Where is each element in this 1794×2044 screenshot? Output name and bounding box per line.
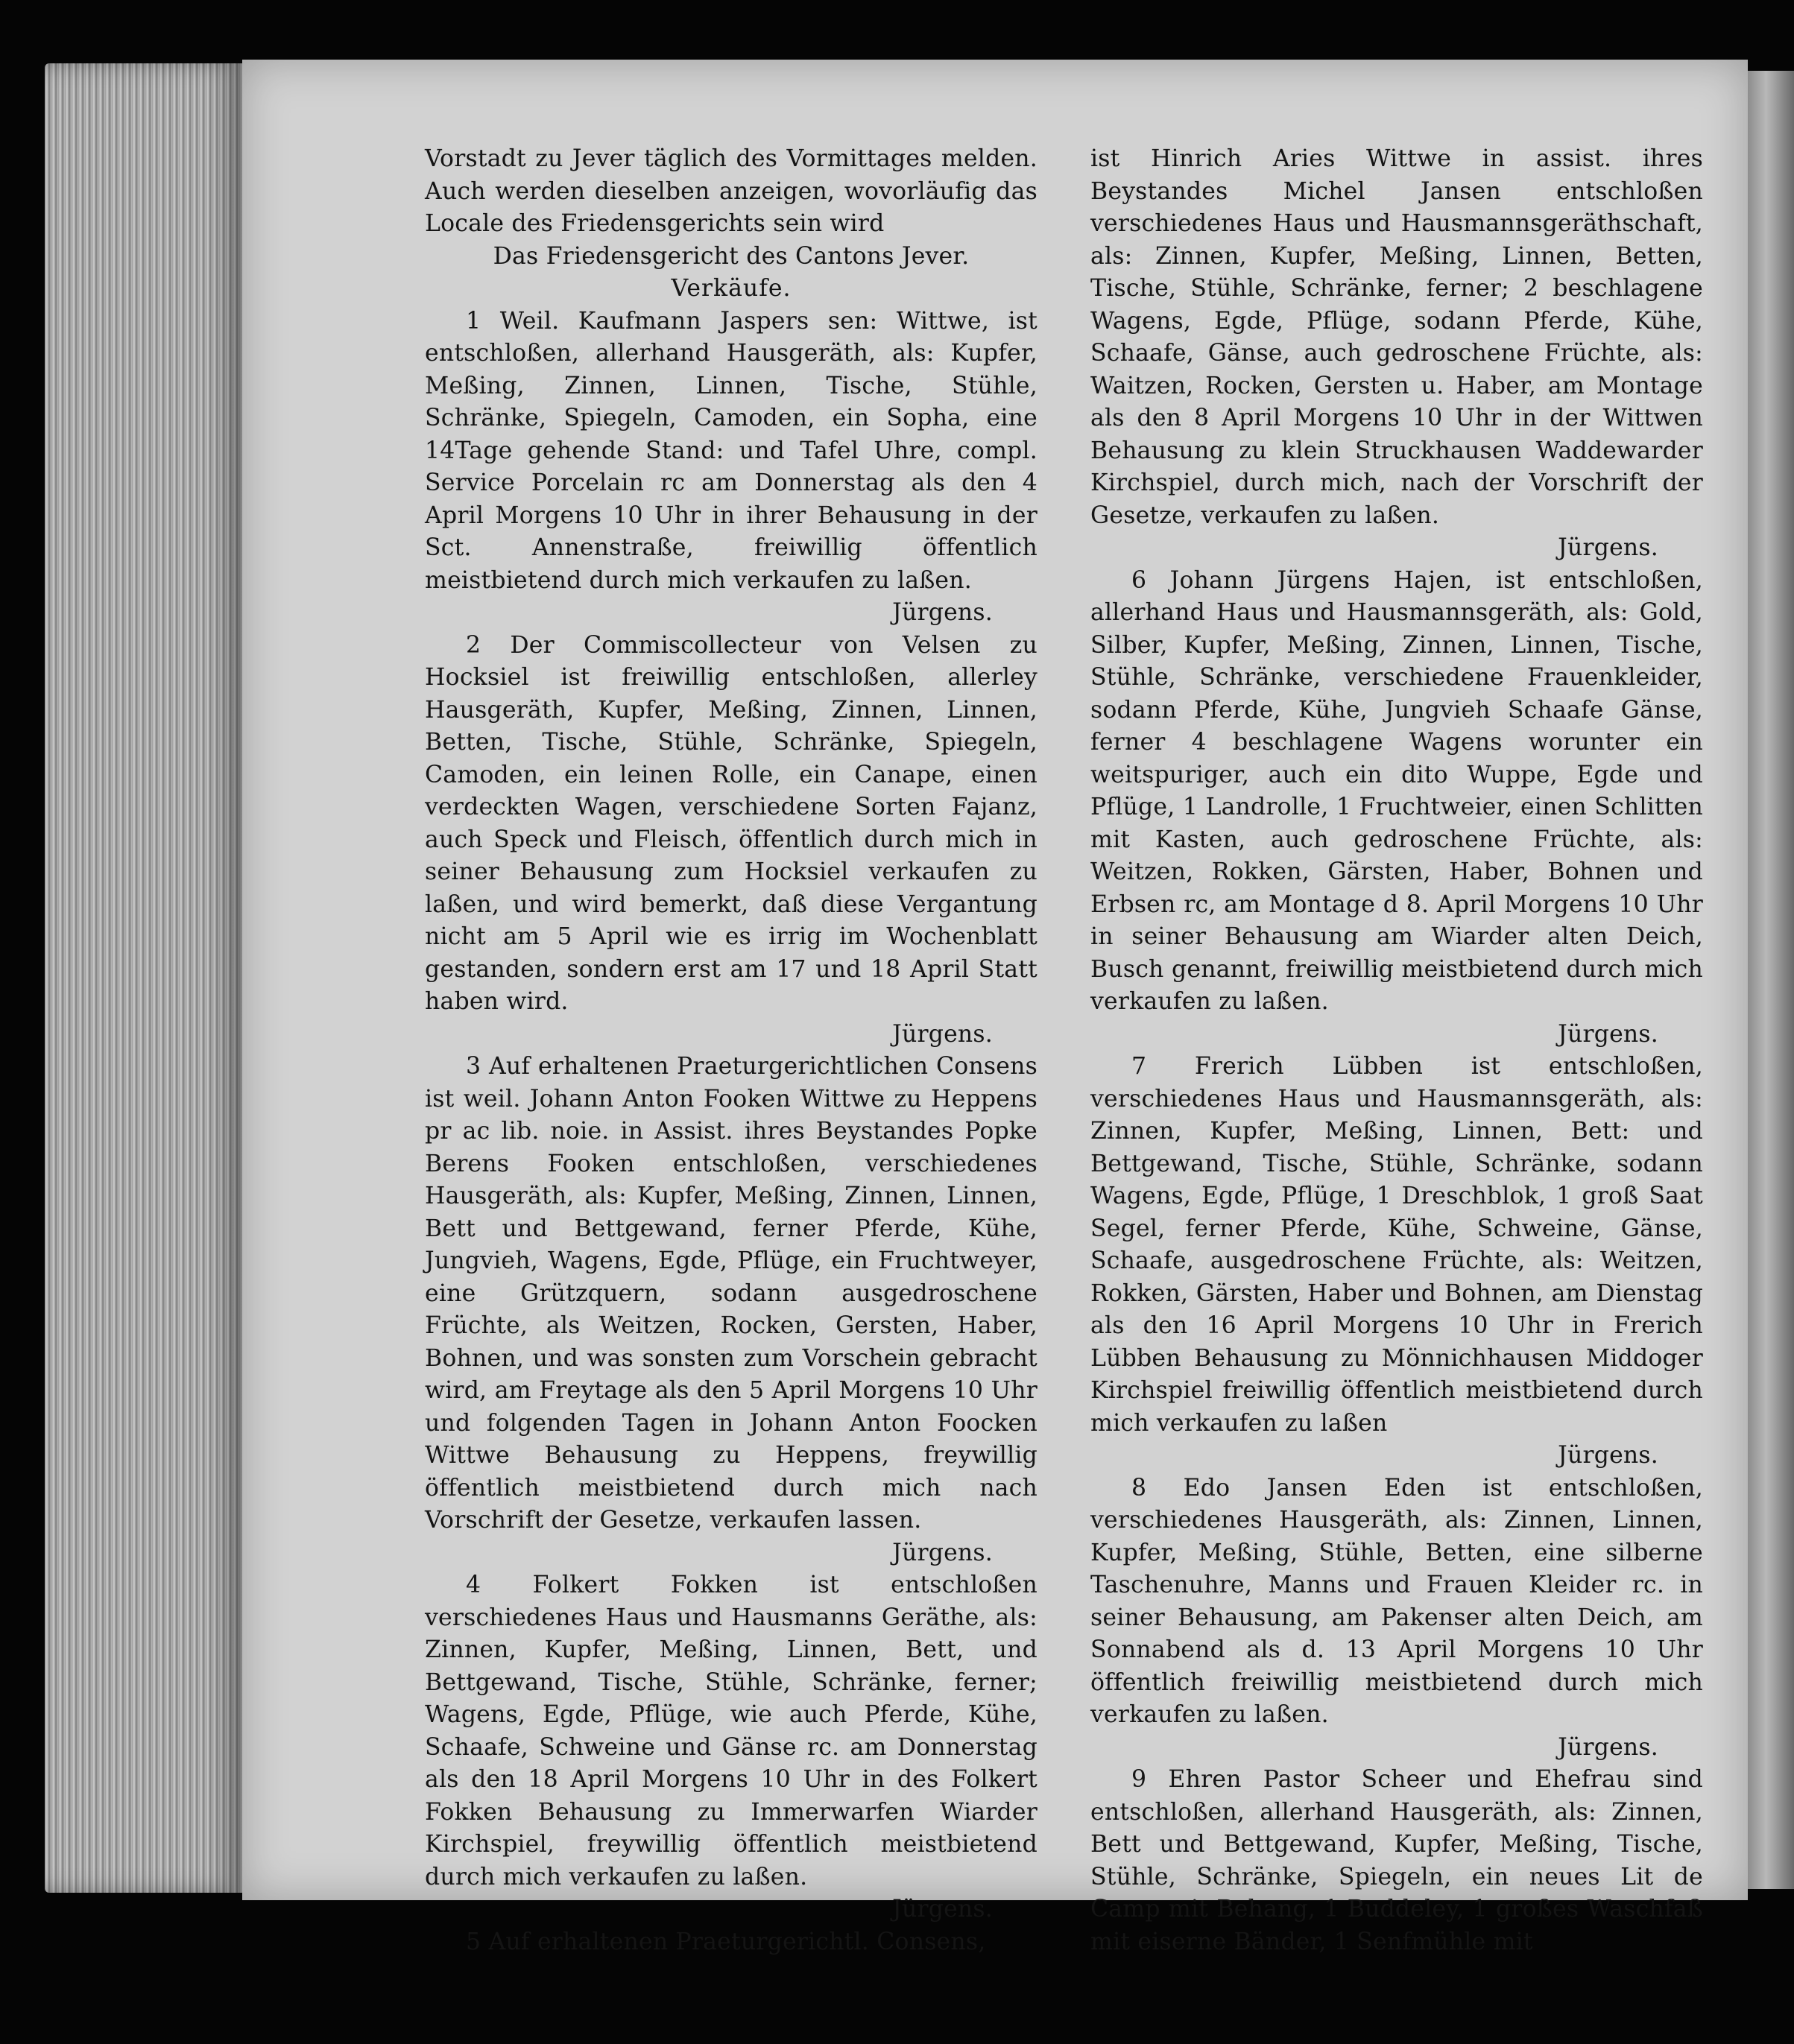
advertisement-4: 4 Folkert Fokken ist entschloßen verschiedenes Haus und Hausmanns Geräthe, als: Zinnen, Kupfer, Meßing, Linnen, Bett, und Bettgewand, Tische, Stühle, Schränke, ferner; Wagens, Egde, Pflüge, wie auch Pferde, Kühe, Schaafe, Schweine und Gänse rc. am Donnerstag als den 18 April Morgens 10 Uhr in des Folkert Fokken Behausung zu Immerwarfen Wiarder Kirchspiel, freywillig öffentlich meistbietend durch mich verkaufen zu laßen. xyxy=(425,1572,1037,1890)
advertisement-1-signature: Jürgens. xyxy=(892,599,993,626)
book-right-edge xyxy=(1748,71,1794,1889)
advertisement-5-signature: Jürgens. xyxy=(1558,534,1658,561)
intro-paragraph: Vorstadt zu Jever täglich des Vormittages melden. Auch werden dieselben anzeigen, wovorläufig das Locale des Friedensgerichts sein wird xyxy=(425,145,1037,237)
section-heading: Verkäufe. xyxy=(671,275,792,302)
book-page xyxy=(242,60,1748,1955)
advertisement-4-signature: Jürgens. xyxy=(892,1896,993,1923)
advertisement-8: 8 Edo Jansen Eden ist entschloßen, verschiedenes Hausgeräth, als: Zinnen, Linnen, Kupfer, Meßing, Stühle, Betten, eine silberne Taschenuhre, Manns und Frauen Kleider rc. in seiner Behausung, am Pakenser alten Deich, am Sonnabend als d. 13 April Morgens 10 Uhr öffentlich freiwillig meistbietend durch mich verkaufen zu laßen. xyxy=(1090,1474,1703,1728)
advertisement-1: 1 Weil. Kaufmann Jaspers sen: Wittwe, ist entschloßen, allerhand Hausgeräth, als: Kupfer, Meßing, Zinnen, Linnen, Tische, Stühle, Schränke, Spiegeln, Camoden, ein Sopha, eine 14Tage gehende Stand: und Tafel Uhre, compl. Service Porcelain rc am Donnerstag als den 4 April Morgens 10 Uhr in ihrer Behausung in der Sct. Annenstraße, freiwillig öffentlich meistbietend durch mich verkaufen zu laßen. xyxy=(425,307,1037,594)
book-page-edges xyxy=(45,63,242,1893)
advertisement-3-signature: Jürgens. xyxy=(892,1539,993,1566)
advertisement-7-signature: Jürgens. xyxy=(1558,1442,1658,1469)
advertisement-5-start: 5 Auf erhaltenen Praeturgerichtl. Consens, xyxy=(466,1928,986,1955)
court-signature: Das Friedensgericht des Cantons Jever. xyxy=(493,242,970,270)
advertisement-3: 3 Auf erhaltenen Praeturgerichtlichen Consens ist weil. Johann Anton Fooken Wittwe zu Heppens pr ac lib. noie. in Assist. ihres Beystandes Popke Berens Fooken entschloßen, verschiedenes Hausgeräth, als: Kupfer, Meßing, Zinnen, Linnen, Bett und Bettgewand, ferner Pferde, Kühe, Jungvieh, Wagens, Egde, Pflüge, ein Fruchtweyer, eine Grützquern, sodann ausgedroschene Früchte, als Weitzen, Rocken, Gersten, Haber, Bohnen, und was sonsten zum Vorschein gebracht wird, am Freytage als den 5 April Morgens 10 Uhr und folgenden Tagen in Johann Anton Foocken Wittwe Behausung zu Heppens, freywillig öffentlich meistbietend durch mich nach Vorschrift der Gesetze, verkaufen lassen. xyxy=(425,1053,1037,1534)
advertisement-6-signature: Jürgens. xyxy=(1558,1020,1658,1048)
right-text-column xyxy=(1090,143,1703,1955)
advertisement-9: 9 Ehren Pastor Scheer und Ehefrau sind entschloßen, allerhand Hausgeräth, als: Zinnen, Bett und Bettgewand, Kupfer, Meßing, Tische, Stühle, Schränke, Spiegeln, ein neues Lit de Camp mit Behang, 1 Buddeley, 1 großes Waschfaß mit eiserne Bänder, 1 Senfmühle mit xyxy=(1090,1766,1703,1955)
advertisement-2: 2 Der Commiscollecteur von Velsen zu Hocksiel ist freiwillig entschloßen, allerley Hausgeräth, Kupfer, Meßing, Zinnen, Linnen, Betten, Tische, Stühle, Schränke, Spiegeln, Camoden, ein leinen Rolle, ein Canape, einen verdeckten Wagen, verschiedene Sorten Fajanz, auch Speck und Fleisch, öffentlich durch mich in seiner Behausung zum Hocksiel verkaufen zu laßen, und wird bemerkt, daß diese Vergantung nicht am 5 April wie es irrig im Wochenblatt gestanden, sondern erst am 17 und 18 April Statt haben wird. xyxy=(425,631,1037,1015)
advertisement-5-continued: ist Hinrich Aries Wittwe in assist. ihres Beystandes Michel Jansen entschloßen verschiedenes Haus und Hausmannsgeräthschaft, als: Zinnen, Kupfer, Meßing, Linnen, Betten, Tische, Stühle, Schränke, ferner; 2 beschlagene Wagens, Egde, Pflüge, sodann Pferde, Kühe, Schaafe, Gänse, auch gedroschene Früchte, als: Waitzen, Rocken, Gersten u. Haber, am Montage als den 8 April Morgens 10 Uhr in der Wittwen Behausung zu klein Struckhausen Waddewarder Kirchspiel, durch mich, nach der Vorschrift der Gesetze, verkaufen zu laßen. xyxy=(1090,145,1703,529)
advertisement-7: 7 Frerich Lübben ist entschloßen, verschiedenes Haus und Hausmannsgeräth, als: Zinnen, Kupfer, Meßing, Linnen, Bett: und Bettgewand, Tische, Stühle, Schränke, sodann Wagens, Egde, Pflüge, 1 Dreschblok, 1 groß Saat Segel, ferner Pferde, Kühe, Schweine, Gänse, Schaafe, ausgedroschene Früchte, als: Weitzen, Rokken, Gärsten, Haber und Bohnen, am Dienstag als den 16 April Morgens 10 Uhr in Frerich Lübben Behausung zu Mönnichhausen Middoger Kirchspiel freiwillig öffentlich meistbietend durch mich verkaufen zu laßen xyxy=(1090,1053,1703,1437)
advertisement-6: 6 Johann Jürgens Hajen, ist entschloßen, allerhand Haus und Hausmannsgeräth, als: Gold, Silber, Kupfer, Meßing, Zinnen, Linnen, Tische, Stühle, Schränke, verschiedene Frauenkleider, sodann Pferde, Kühe, Jungvieh Schaafe Gänse, ferner 4 beschlagene Wagens worunter ein weitspuriger, auch ein dito Wuppe, Egde und Pflüge, 1 Landrolle, 1 Fruchtweier, einen Schlitten mit Kasten, auch gedroschene Früchte, als: Weitzen, Rokken, Gärsten, Haber, Bohnen und Erbsen rc, am Montage d 8. April Morgens 10 Uhr in seiner Behausung am Wiarder alten Deich, Busch genannt, freiwillig meistbietend durch mich verkaufen zu laßen. xyxy=(1090,566,1703,1015)
left-text-column xyxy=(425,143,1037,1955)
advertisement-8-signature: Jürgens. xyxy=(1558,1733,1658,1761)
advertisement-2-signature: Jürgens. xyxy=(892,1020,993,1048)
